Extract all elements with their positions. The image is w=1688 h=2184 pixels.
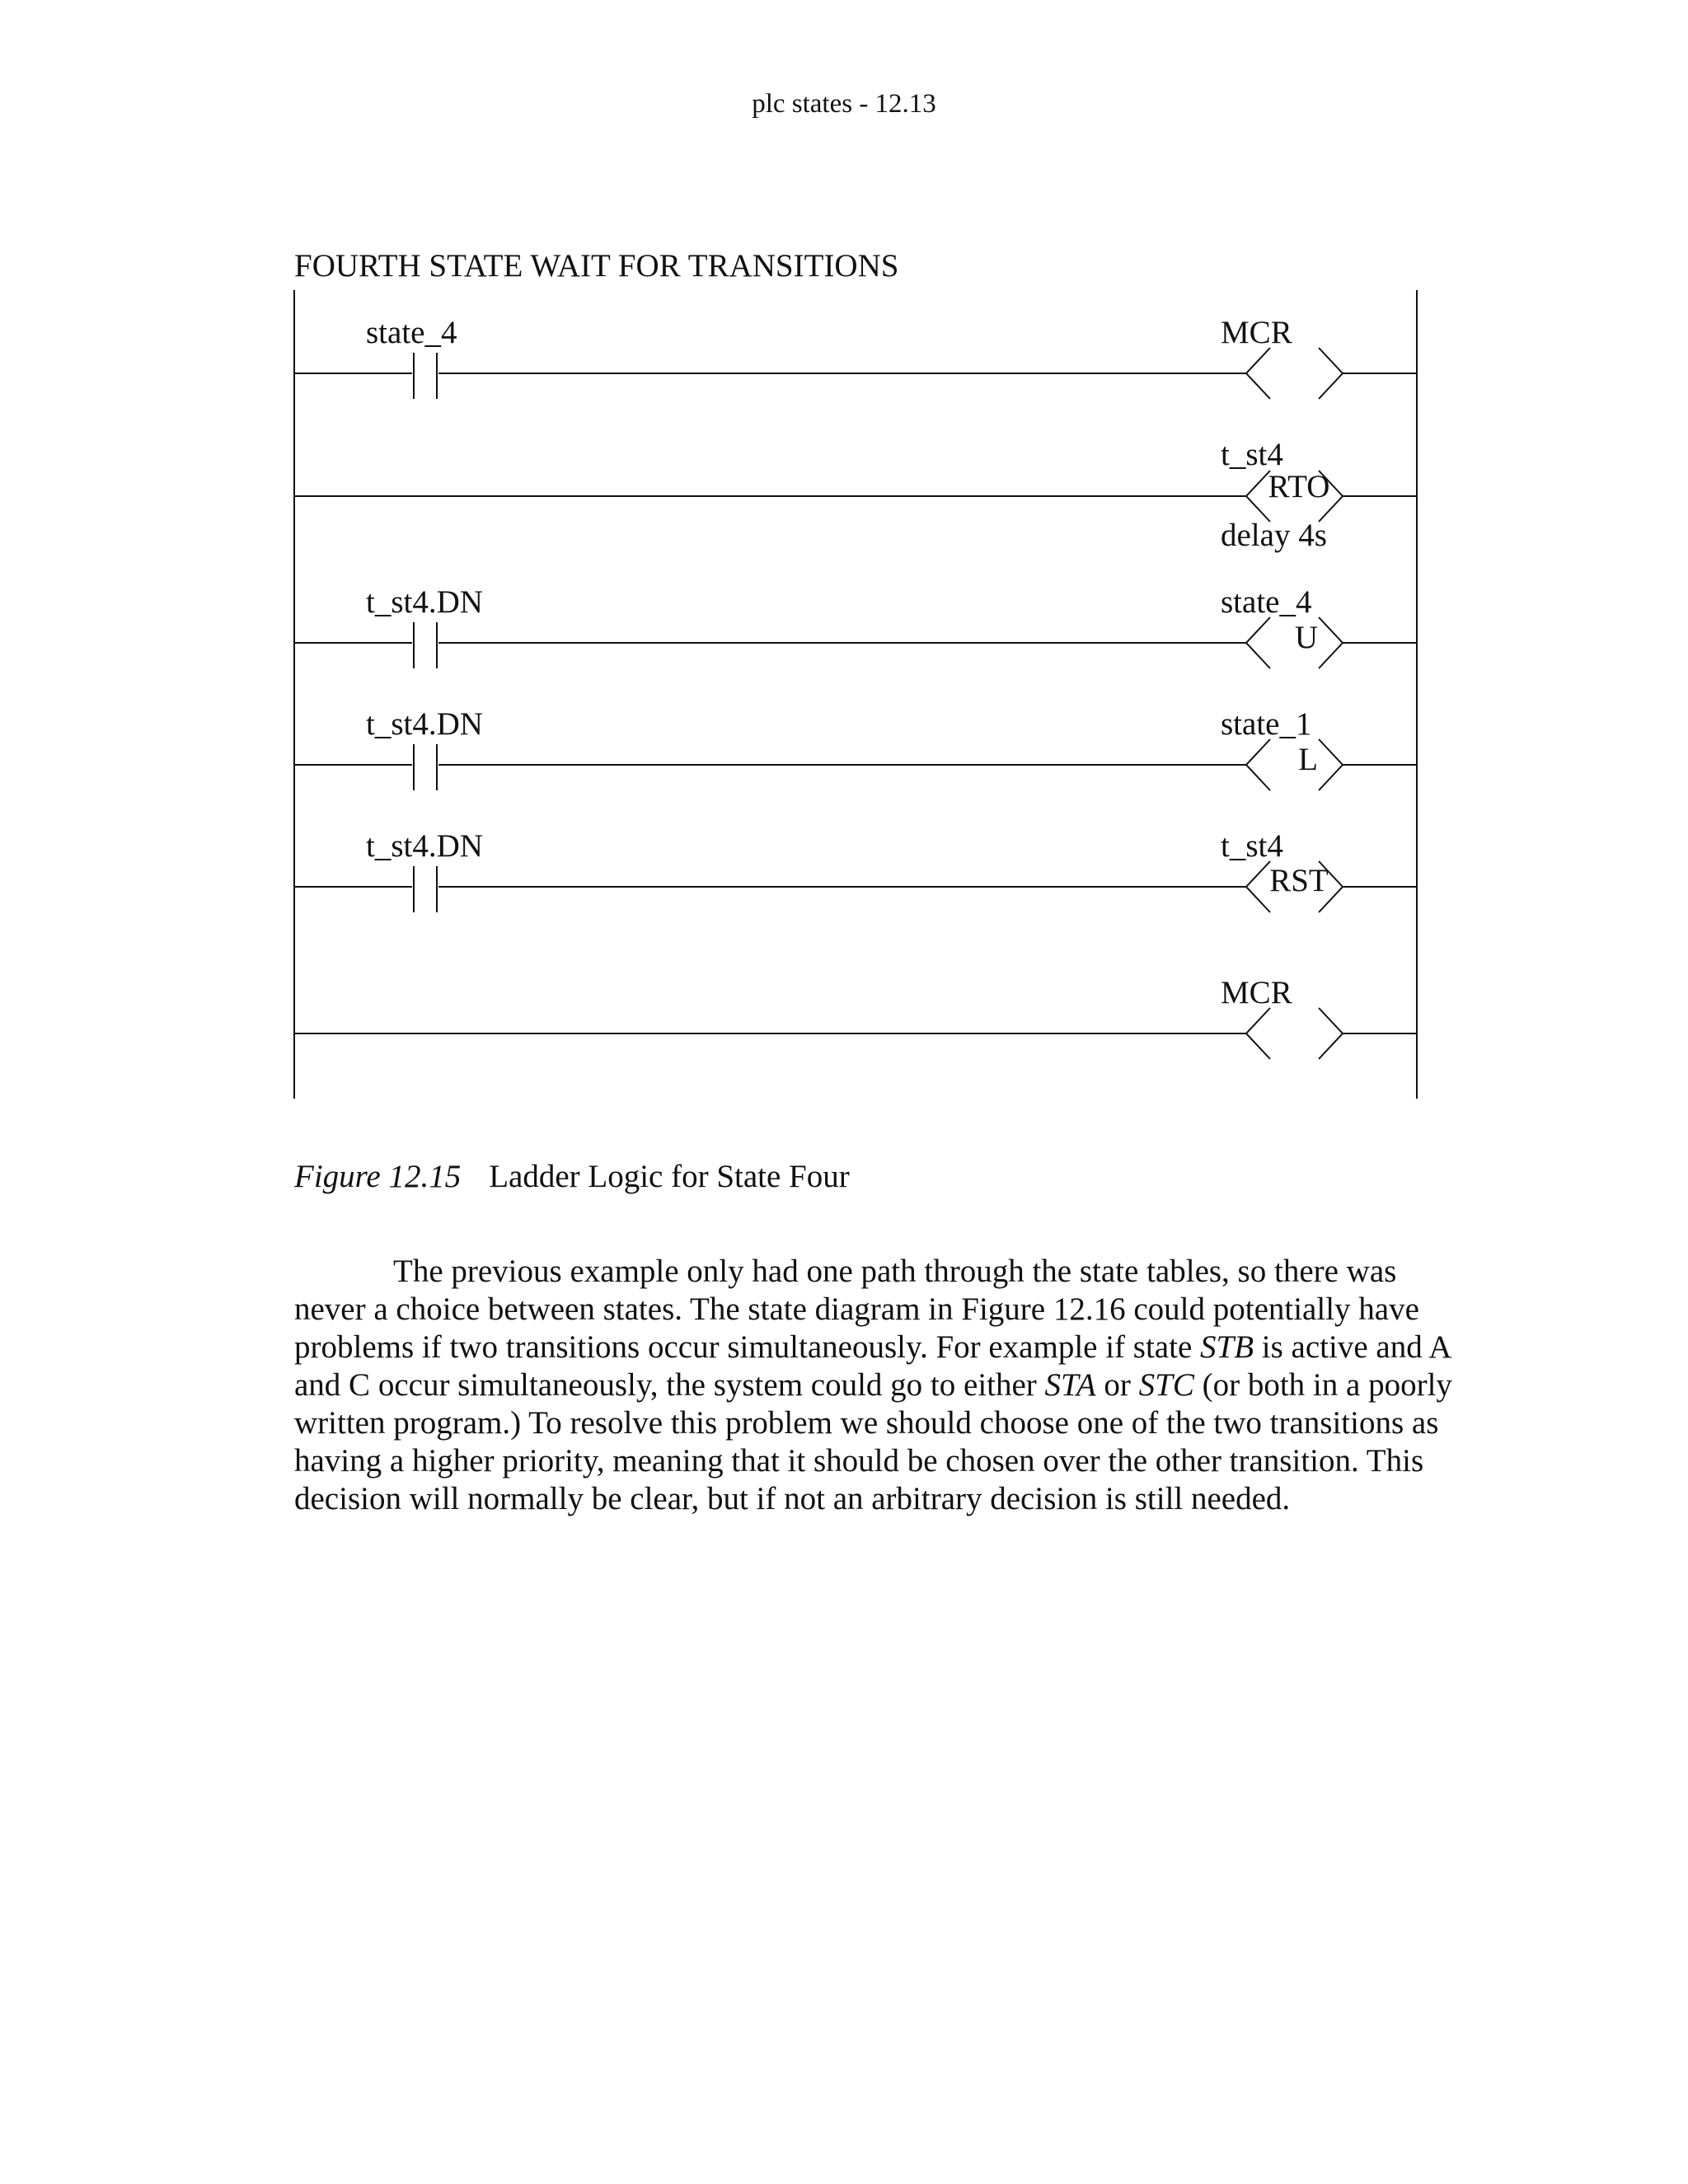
coil-symbol [1319, 348, 1343, 399]
rung-2 [294, 471, 1417, 522]
state-ref: STA [1044, 1367, 1096, 1403]
diagram-title: FOURTH STATE WAIT FOR TRANSITIONS [294, 248, 899, 284]
body-paragraph [294, 1253, 1465, 1518]
coil-symbol [1246, 739, 1270, 790]
paragraph-line: having a higher priority, meaning that it should be chosen over the other transition. This [294, 1443, 1424, 1479]
contact-label: t_st4.DN [366, 706, 483, 742]
contact-label: t_st4.DN [366, 584, 483, 620]
rung-5 [294, 861, 1417, 912]
coil-sublabel: delay 4s [1221, 518, 1327, 553]
coil-label: state_1 [1221, 706, 1312, 742]
coil-label: MCR [1221, 975, 1292, 1010]
coil-symbol [1319, 739, 1343, 790]
paragraph-line: problems if two transitions occur simultaneously. For example if state STB is active and A [294, 1329, 1452, 1365]
coil-label: t_st4 [1221, 437, 1283, 472]
rung-3 [294, 617, 1417, 668]
coil-symbol [1246, 471, 1270, 522]
contact-label: state_4 [366, 315, 457, 350]
paragraph-line: never a choice between states. The state diagram in Figure 12.16 could potentially have [294, 1291, 1419, 1327]
rung-4 [294, 739, 1417, 790]
paragraph-line: written program.) To resolve this problem we should choose one of the two transitions as [294, 1405, 1439, 1441]
caption-text: Ladder Logic for State Four [489, 1159, 850, 1194]
rung-1 [294, 348, 1417, 399]
paragraph-line: decision will normally be clear, but if not an arbitrary decision is still needed. [294, 1481, 1291, 1516]
contact-label: t_st4.DN [366, 828, 483, 864]
coil-label: state_4 [1221, 584, 1312, 620]
figure-number: Figure 12.15 [294, 1159, 462, 1194]
coil-symbol [1246, 1008, 1270, 1059]
coil-type: L [1298, 742, 1318, 777]
coil-type: U [1294, 620, 1319, 655]
page-header: plc states - 12.13 [752, 89, 936, 119]
paragraph-line: The previous example only had one path through the state tables, so there was [393, 1254, 1397, 1289]
state-ref: STC [1138, 1367, 1194, 1403]
coil-label: t_st4 [1221, 828, 1283, 864]
coil-symbol [1246, 617, 1270, 668]
coil-symbol [1319, 617, 1343, 668]
coil-label: MCR [1221, 315, 1292, 350]
state-ref: STB [1200, 1329, 1254, 1365]
coil-symbol [1246, 348, 1270, 399]
coil-type: RTO [1268, 469, 1330, 504]
rung-6 [294, 1008, 1417, 1059]
coil-type: RST [1269, 863, 1329, 898]
coil-symbol [1246, 861, 1270, 912]
paragraph-line: and C occur simultaneously, the system could go to either STA or STC (or both in a poorly [294, 1367, 1452, 1403]
figure-caption [294, 1158, 850, 1195]
coil-symbol [1319, 1008, 1343, 1059]
